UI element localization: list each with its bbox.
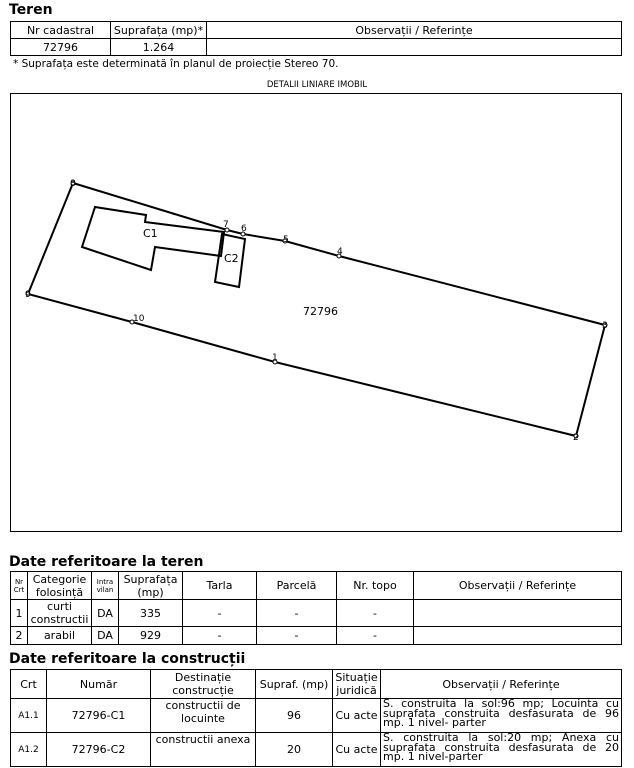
table-header-cell: Număr (47, 670, 151, 699)
building-label-c2: C2 (224, 252, 239, 265)
table-header-cell: Suprafața (mp)* (111, 22, 207, 39)
date-teren-table (10, 571, 622, 645)
table-cell: A1.2 (11, 733, 47, 767)
plan-drawing (10, 93, 622, 532)
table-header-cell: Observații / Referințe (414, 572, 622, 600)
surface-note: * Suprafața este determinată în planul de proiecție Stereo 70. (13, 58, 339, 70)
table-cell: Cu acte (333, 733, 381, 767)
table-cell (207, 39, 622, 56)
table-cell: constructii de locuinte (151, 699, 256, 733)
teren-heading: Teren (9, 2, 53, 18)
point-label-10: 10 (133, 314, 145, 324)
table-cell: - (337, 600, 414, 627)
point-label-6: 6 (241, 224, 247, 234)
building-label-c1: C1 (143, 227, 158, 240)
table-cell: - (337, 627, 414, 645)
point-label-7: 7 (223, 220, 229, 230)
table-cell: DA (92, 600, 119, 627)
table-cell: - (257, 600, 337, 627)
table-header-row (11, 22, 622, 39)
table-row (11, 39, 622, 56)
table-cell (414, 600, 622, 627)
table-header-cell: Crt (11, 670, 47, 699)
table-header-row (11, 572, 622, 600)
table-row (11, 699, 622, 733)
point-label-2: 2 (573, 433, 579, 443)
table-cell (414, 627, 622, 645)
table-cell: - (183, 627, 257, 645)
table-cell: Cu acte (333, 699, 381, 733)
table-cell: 1 (11, 600, 28, 627)
table-cell: 72796-C1 (47, 699, 151, 733)
table-cell: 335 (119, 600, 183, 627)
parcel-label: 72796 (303, 305, 338, 318)
table-cell: - (183, 600, 257, 627)
table-cell: A1.1 (11, 699, 47, 733)
table-header-cell: Suprafața (mp) (119, 572, 183, 600)
table-header-cell: Destinație construcție (151, 670, 256, 699)
point-label-1: 1 (272, 353, 278, 363)
table-header-cell: Nr. topo (337, 572, 414, 600)
table-header-cell: Observații / Referințe (381, 670, 622, 699)
point-label-3: 3 (602, 321, 608, 331)
plan-title: DETALII LINIARE IMOBIL (266, 80, 368, 90)
plan-svg (11, 94, 623, 533)
table-row (11, 733, 622, 767)
point-label-4: 4 (337, 247, 343, 257)
table-cell: 96 (256, 699, 333, 733)
point-label-9: 9 (25, 290, 31, 300)
table-row (11, 600, 622, 627)
table-cell: curti constructii (28, 600, 92, 627)
table-header-cell: Nr Crt (11, 572, 28, 600)
point-label-8: 8 (70, 179, 76, 189)
table-cell: DA (92, 627, 119, 645)
date-teren-heading: Date referitoare la teren (9, 554, 204, 570)
table-header-cell: Categorie folosință (28, 572, 92, 600)
table-header-cell: Tarla (183, 572, 257, 600)
date-constructii-heading: Date referitoare la construcții (9, 651, 246, 667)
table-cell: 2 (11, 627, 28, 645)
table-cell: 929 (119, 627, 183, 645)
table-cell: 72796 (11, 39, 111, 56)
table-cell: - (257, 627, 337, 645)
table-cell: arabil (28, 627, 92, 645)
table-header-cell: Intra vilan (92, 572, 119, 600)
table-cell: 72796-C2 (47, 733, 151, 767)
table-header-row (11, 670, 622, 699)
table-header-cell: Parcelă (257, 572, 337, 600)
table-header-cell: Observații / Referințe (207, 22, 622, 39)
table-cell: constructii anexa (151, 733, 256, 767)
table-cell: S. construita la sol:96 mp; Locuinta cu suprafata construita desfasurata de 96 mp. 1 nivel- parter (381, 699, 622, 733)
teren-table (10, 21, 622, 56)
table-header-cell: Nr cadastral (11, 22, 111, 39)
table-row (11, 627, 622, 645)
table-cell: S. construita la sol:20 mp; Anexa cu suprafata construita desfasurata de 20 mp. 1 nivel-parter (381, 733, 622, 767)
table-header-cell: Situație juridică (333, 670, 381, 699)
table-cell: 20 (256, 733, 333, 767)
date-constructii-table (10, 669, 622, 767)
table-header-cell: Supraf. (mp) (256, 670, 333, 699)
table-cell: 1.264 (111, 39, 207, 56)
point-label-5: 5 (283, 235, 289, 245)
